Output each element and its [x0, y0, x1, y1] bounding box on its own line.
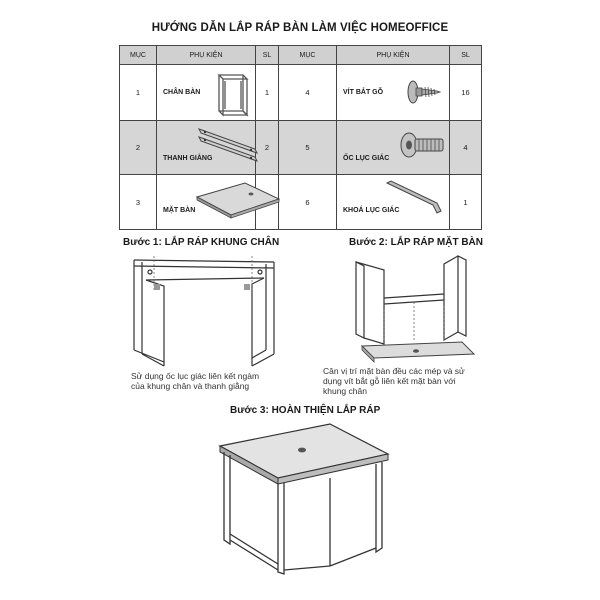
part-name: THANH GIẰNG	[163, 155, 213, 162]
part-name: VÍT BẮT GỖ	[343, 89, 384, 96]
caption-line: Sử dụng ốc lục giác liên kết ngàm	[131, 371, 260, 381]
header-cell: PHỤ KIỆN	[157, 46, 256, 65]
step-1-caption	[131, 371, 259, 391]
step-1-title: Bước 1: LẮP RÁP KHUNG CHÂN	[123, 237, 280, 248]
part-cell	[157, 65, 256, 121]
item-number: 4	[279, 65, 337, 121]
caption-line: khung chân	[323, 386, 367, 396]
table-leg-frame-icon	[211, 71, 253, 117]
step-2-title: Bước 2: LẮP RÁP MẶT BÀN	[349, 237, 483, 248]
item-quantity: 4	[450, 121, 482, 175]
caption-line: dụng vít bắt gỗ liên kết mặt bàn với	[323, 376, 456, 386]
page-title: HƯỚNG DẪN LẮP RÁP BÀN LÀM VIỆC HOMEOFFICE	[151, 22, 449, 34]
item-number: 5	[279, 121, 337, 175]
wood-screw-icon	[407, 77, 441, 107]
tabletop-icon	[193, 179, 283, 223]
header-cell: MỤC	[279, 46, 337, 65]
item-number: 3	[120, 175, 157, 230]
parts-table	[119, 45, 482, 230]
part-name: ỐC LỤC GIÁC	[343, 155, 390, 162]
hex-key-icon	[383, 179, 447, 219]
step-1-frame-illustration	[124, 250, 284, 372]
part-name: KHOÁ LỤC GIÁC	[343, 207, 400, 214]
step-2-tabletop-illustration	[344, 250, 482, 368]
step-3-finished-desk-illustration	[218, 420, 390, 578]
brace-bar-icon	[195, 123, 261, 163]
hex-bolt-icon	[399, 131, 447, 159]
header-cell: PHỤ KIỆN	[337, 46, 450, 65]
header-cell: SL	[256, 46, 279, 65]
header-cell: SL	[450, 46, 482, 65]
item-number: 1	[120, 65, 157, 121]
item-quantity: 1	[256, 65, 279, 121]
caption-line: Cân vị trí mặt bàn đều các mép và sử	[323, 366, 465, 376]
item-number: 6	[279, 175, 337, 230]
item-number: 2	[120, 121, 157, 175]
part-name: MẶT BÀN	[163, 207, 196, 214]
item-quantity: 2	[256, 121, 279, 175]
item-quantity: 1	[450, 175, 482, 230]
caption-line: của khung chân và thanh giằng	[131, 381, 250, 391]
table-row	[120, 121, 482, 175]
part-cell	[337, 175, 450, 230]
step-2-caption	[323, 366, 465, 396]
header-cell: MỤC	[120, 46, 157, 65]
step-3-title: Bước 3: HOÀN THIỆN LẮP RÁP	[230, 405, 381, 416]
table-row	[120, 175, 482, 230]
part-cell	[337, 65, 450, 121]
table-row	[120, 65, 482, 121]
part-cell	[337, 121, 450, 175]
part-cell	[157, 121, 256, 175]
item-quantity: 16	[450, 65, 482, 121]
table-header-row	[120, 46, 482, 65]
part-cell	[157, 175, 256, 230]
part-name: CHÂN BÀN	[163, 89, 201, 96]
